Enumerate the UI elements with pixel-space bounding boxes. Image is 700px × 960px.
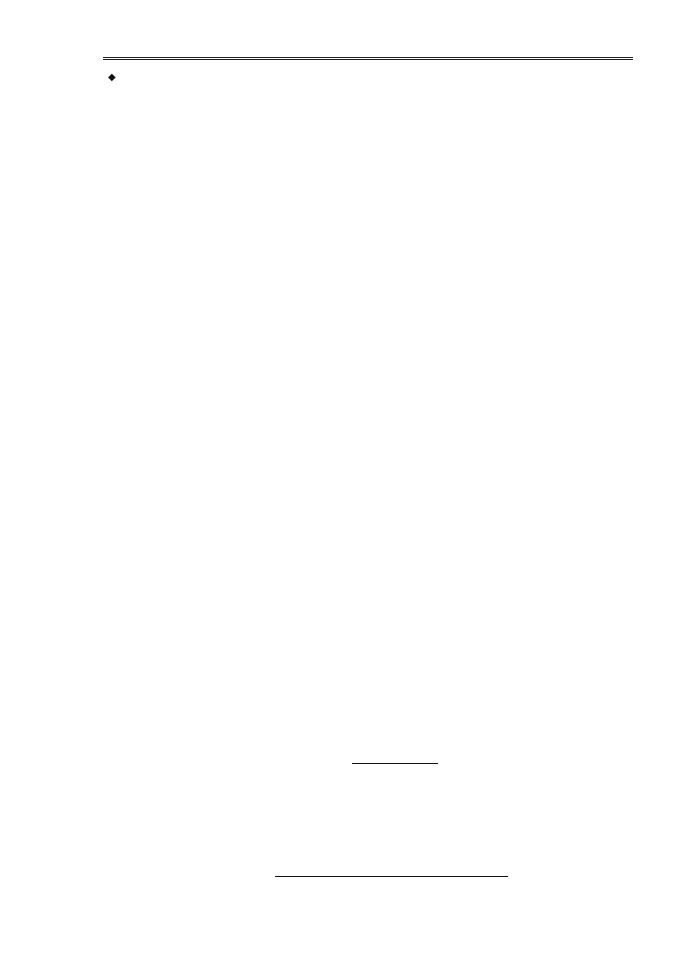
formula2-fraction-bar [275,876,508,877]
bullet-icon: ◆ [108,72,116,83]
header-divider [103,57,633,58]
header-divider-double [103,59,633,60]
formula1-fraction-bar [352,763,438,764]
